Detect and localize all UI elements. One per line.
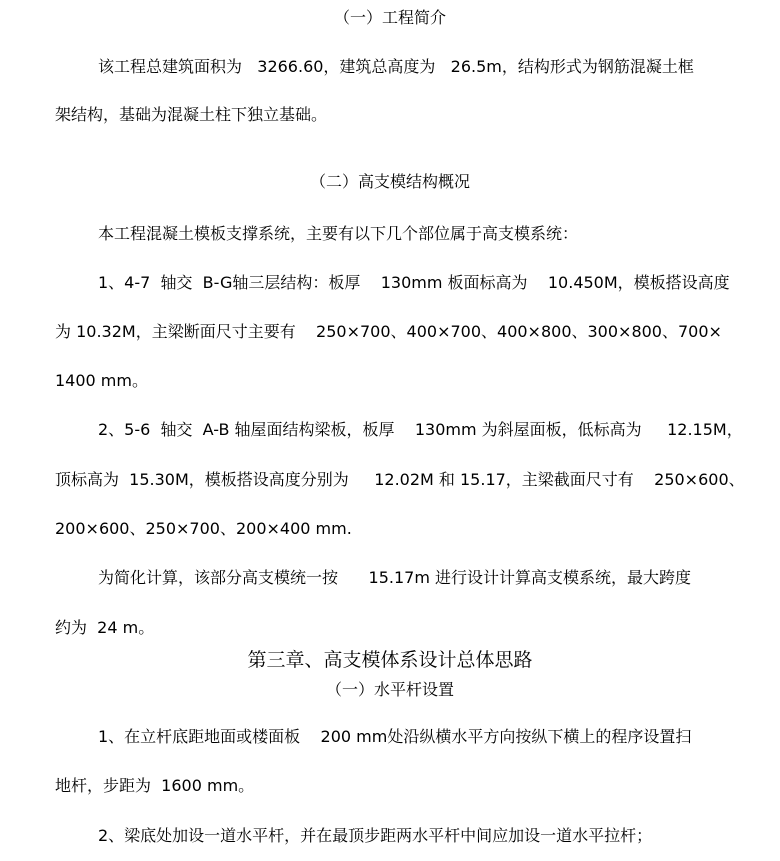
item2-line-2: 顶标高为 15.30M，模板搭设高度分别为 12.02M 和 15.17，主梁截面尺寸有 250×600、	[55, 470, 745, 489]
item2-line-3: 200×600、250×700、200×400 mm.	[55, 519, 352, 538]
item2-line-1: 2、5-6 轴交 A-B 轴屋面结构梁板，板厚 130mm 为斜屋面板，低标高为 12.15M，	[98, 420, 743, 439]
note-line-1: 为简化计算，该部分高支模统一按 15.17m 进行设计计算高支模系统，最大跨度	[98, 568, 691, 587]
note-line-2: 约为 24 m。	[55, 618, 155, 637]
ch3-item1-line-1: 1、在立杆底距地面或楼面板 200 mm处沿纵横水平方向按纵下横上的程序设置扫	[98, 727, 692, 746]
ch3-item1-line-2: 地杆，步距为 1600 mm。	[55, 776, 255, 795]
intro-paragraph-line-1: 该工程总建筑面积为 3266.60，建筑总高度为 26.5m，结构形式为钢筋混凝土框	[98, 57, 694, 76]
section-heading-overview: （二）高支模结构概况	[309, 172, 470, 191]
section-heading-intro: （一）工程简介	[333, 8, 446, 27]
item1-line-3: 1400 mm。	[55, 371, 148, 390]
overview-intro-line: 本工程混凝土模板支撑系统，主要有以下几个部位属于高支模系统：	[98, 224, 579, 243]
item1-line-2: 为 10.32M，主梁断面尺寸主要有 250×700、400×700、400×800、300×800、700×	[55, 322, 722, 341]
chapter-title: 第三章、高支模体系设计总体思路	[247, 649, 533, 671]
section-heading-horizontal-bar: （一）水平杆设置	[325, 680, 454, 699]
intro-paragraph-line-2: 架结构，基础为混凝土柱下独立基础。	[55, 105, 328, 124]
item1-line-1: 1、4-7 轴交 B-G轴三层结构：板厚 130mm 板面标高为 10.450M，模板搭设高度	[98, 273, 730, 292]
ch3-item2-line-1: 2、梁底处加设一道水平杆，并在最顶步距两水平杆中间应加设一道水平拉杆；	[98, 826, 653, 845]
